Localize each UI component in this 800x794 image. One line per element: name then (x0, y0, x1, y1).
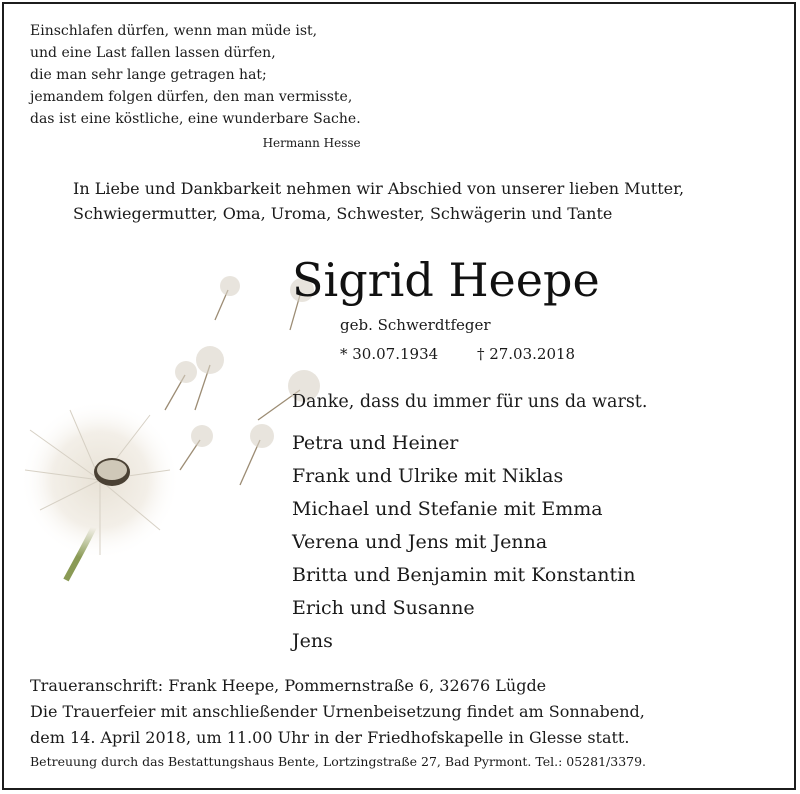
birth-name: geb. Schwerdtfeger (340, 316, 491, 334)
intro-line: Schwiegermutter, Oma, Uroma, Schwester, Schwägerin und Tante (73, 204, 613, 223)
family-member: Michael und Stefanie mit Emma (292, 498, 603, 520)
death-date: † 27.03.2018 (476, 345, 576, 363)
intro-line: In Liebe und Dankbarkeit nehmen wir Abschied von unserer lieben Mutter, (73, 179, 685, 198)
undertaker-info: Betreuung durch das Bestattungshaus Bente, Lortzingstraße 27, Bad Pyrmont. Tel.: 05281/3379. (30, 754, 647, 769)
family-member: Verena und Jens mit Jenna (292, 531, 548, 553)
family-list (292, 427, 636, 658)
family-member: Petra und Heiner (292, 432, 459, 454)
mourning-address: Traueranschrift: Frank Heepe, Pommernstraße 6, 32676 Lügde (30, 676, 547, 695)
birth-date: * 30.07.1934 (340, 345, 439, 363)
poem (30, 20, 361, 154)
poem-line: das ist eine köstliche, eine wunderbare Sache. (30, 111, 361, 127)
poem-line: Einschlafen dürfen, wenn man müde ist, (30, 23, 318, 39)
poem-line: die man sehr lange getragen hat; (30, 67, 267, 83)
family-member: Frank und Ulrike mit Niklas (292, 465, 564, 487)
family-member: Erich und Susanne (292, 597, 475, 619)
intro-text (73, 176, 684, 226)
poem-line: jemandem folgen dürfen, den man vermisste, (30, 89, 353, 105)
poem-line: und eine Last fallen lassen dürfen, (30, 45, 276, 61)
life-dates (340, 345, 575, 363)
poem-author: Hermann Hesse (262, 136, 361, 150)
footer (30, 673, 646, 773)
thanks-line: Danke, dass du immer für uns da warst. (292, 392, 648, 412)
family-member: Britta und Benjamin mit Konstantin (292, 564, 636, 586)
family-member: Jens (292, 630, 333, 652)
ceremony-info: Die Trauerfeier mit anschließender Urnenbeisetzung findet am Sonnabend, (30, 702, 645, 721)
dandelion-illustration (0, 210, 330, 590)
ceremony-info: dem 14. April 2018, um 11.00 Uhr in der Friedhofskapelle in Glesse statt. (30, 728, 630, 747)
deceased-name: Sigrid Heepe (292, 253, 600, 307)
